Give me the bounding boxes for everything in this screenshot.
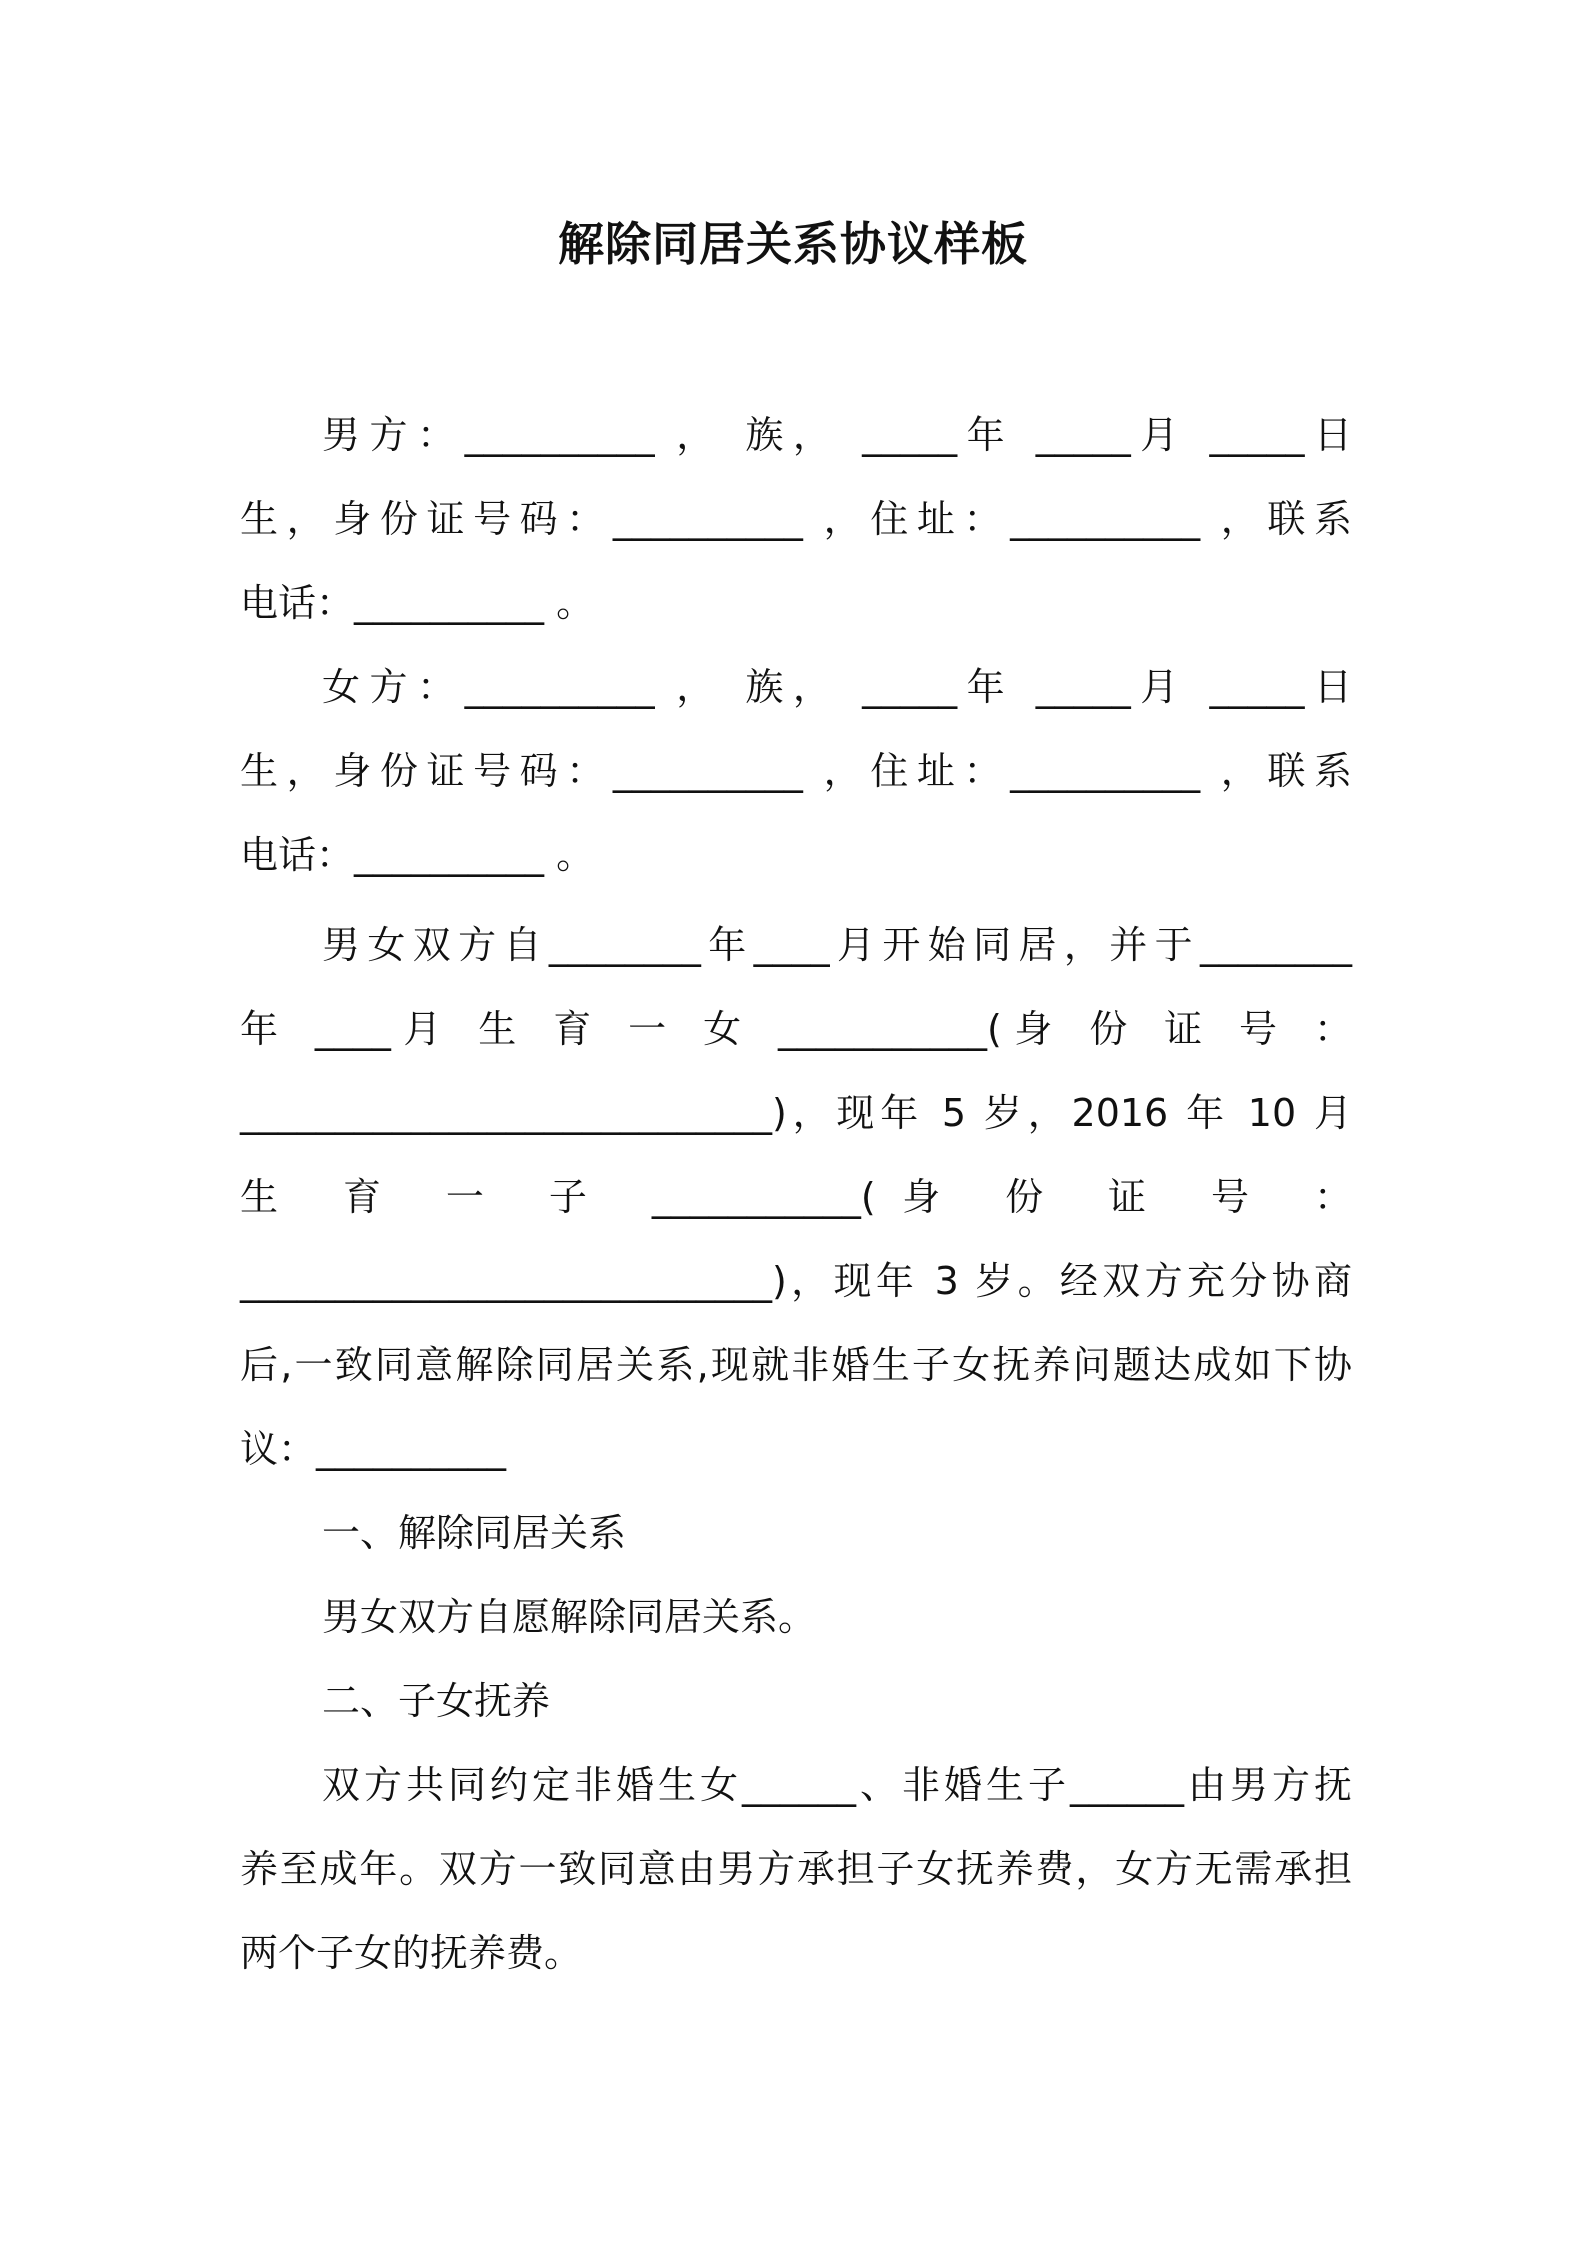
female-party-line-2: 生，身份证号码：__________ ，住址：__________ ，联系 — [240, 749, 1352, 793]
paragraph-line-4: 生 育 一 子 ___________(身 份 证 号 ： — [240, 1175, 1352, 1219]
paragraph-line-2: 年 ____月 生 育 一 女 ___________(身 份 证 号 ： — [240, 1007, 1352, 1051]
female-party-line-1: 女方：__________ ， 族， _____年 _____月 _____日 — [322, 665, 1352, 709]
male-party-line-2: 生，身份证号码：__________ ，住址：__________ ，联系 — [240, 497, 1352, 541]
paragraph-line-1: 男女双方自________年____月开始同居，并于________ — [322, 923, 1352, 967]
section-heading-2: 二、子女抚养 — [322, 1679, 551, 1723]
section-2-line-2: 养至成年。双方一致同意由男方承担子女抚养费，女方无需承担 — [240, 1847, 1352, 1891]
section-heading-1: 一、解除同居关系 — [322, 1511, 627, 1555]
document-title: 解除同居关系协议样板 — [558, 217, 1028, 271]
paragraph-line-7: 议：__________ — [240, 1427, 507, 1471]
paragraph-line-3: ____________________________)，现年 5 岁，2016 年 10 月 — [240, 1091, 1352, 1135]
male-party-line-1: 男方：__________ ， 族， _____年 _____月 _____日 — [322, 413, 1352, 457]
female-party-line-3: 电话：__________ 。 — [240, 833, 595, 877]
section-2-line-3: 两个子女的抚养费。 — [240, 1931, 583, 1975]
male-party-line-3: 电话：__________ 。 — [240, 581, 595, 625]
paragraph-line-5: ____________________________)，现年 3 岁。经双方充分协商 — [240, 1259, 1352, 1303]
section-2-line-1: 双方共同约定非婚生女______、非婚生子______由男方抚 — [322, 1763, 1352, 1807]
section-1-text: 男女双方自愿解除同居关系。 — [322, 1595, 817, 1639]
paragraph-line-6: 后,一致同意解除同居关系,现就非婚生子女抚养问题达成如下协 — [240, 1343, 1352, 1387]
